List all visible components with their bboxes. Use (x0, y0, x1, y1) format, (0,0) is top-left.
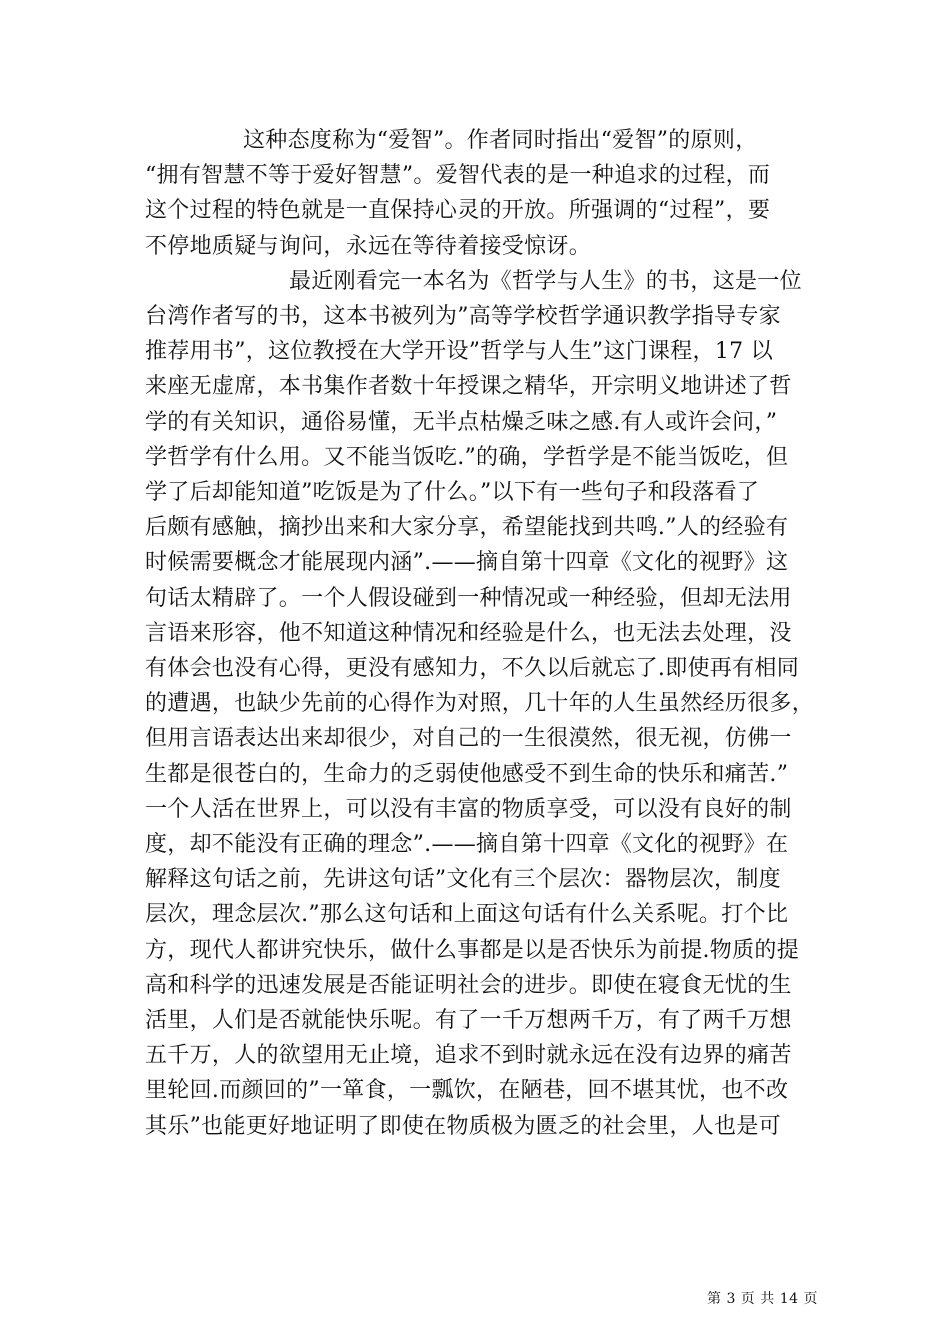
page-number: 第 3 页 共 14 页 (707, 1291, 818, 1307)
body-text (145, 123, 825, 1144)
paragraph-2-line: 后颇有感触，摘抄出来和大家分享，希望能找到共鸣.”人的经验有 (145, 515, 789, 541)
paragraph-2-line: 学哲学有什么用。又不能当饭吃.”的确，学哲学是不能当饭吃，但 (145, 444, 789, 470)
paragraph-2-line: 学的有关知识，通俗易懂，无半点枯燥乏味之感.有人或许会问，” (145, 409, 778, 435)
paragraph-2-line: 里轮回.而颜回的”一箪食，一瓢饮，在陋巷，回不堪其忧，也不改 (145, 1078, 789, 1104)
paragraph-2-line: 层次，理念层次.”那么这句话和上面这句话有什么关系呢。打个比 (145, 902, 789, 928)
paragraph-2-line: 生都是很苍白的，生命力的乏弱使他感受不到生命的快乐和痛苦.” (145, 761, 789, 787)
paragraph-1-line: 不停地质疑与询问，永远在等待着接受惊讶。 (145, 233, 592, 259)
paragraph-2-line: 五千万，人的欲望用无止境，追求不到时就永远在没有边界的痛苦 (145, 1043, 792, 1069)
paragraph-2-line: 活里，人们是否就能快乐呢。有了一千万想两千万，有了两千万想 (145, 1008, 792, 1034)
paragraph-1-line: 这个过程的特色就是一直保持心灵的开放。所强调的“过程”，要 (145, 198, 771, 224)
paragraph-2-line: 句话太精辟了。一个人假设碰到一种情况或一种经验，但却无法用 (145, 585, 792, 611)
paragraph-2-line: 时候需要概念才能展现内涵”.——摘自第十四章《文化的视野》这 (145, 550, 789, 576)
paragraph-2-line: 高和科学的迅速发展是否能证明社会的进步。即使在寝食无忧的生 (145, 972, 792, 998)
paragraph-2-line: 学了后却能知道”吃饭是为了什么。”以下有一些句子和段落看了 (145, 480, 760, 506)
paragraph-2-line: 最近刚看完一本名为《哲学与人生》的书，这是一位 (289, 268, 802, 294)
paragraph-2-line: 台湾作者写的书，这本书被列为”高等学校哲学通识教学指导专家 (145, 304, 781, 330)
paragraph-2-line: 度，却不能没有正确的理念”.——摘自第十四章《文化的视野》在 (145, 832, 789, 858)
paragraph-1-line: 这种态度称为“爱智”。作者同时指出“爱智”的原则， (243, 128, 758, 153)
paragraph-2-line: 的遭遇，也缺少先前的心得作为对照，几十年的人生虽然经历很多， (145, 691, 815, 717)
paragraph-2-line: 推荐用书”，这位教授在大学开设”哲学与人生”这门课程，17 以 (145, 339, 774, 365)
paragraph-2-line: 方，现代人都讲究快乐，做什么事都是以是否快乐为前提.物质的提 (145, 937, 799, 963)
paragraph-2-line: 但用言语表达出来却很少，对自己的一生很漠然，很无视，仿佛一 (145, 726, 792, 752)
paragraph-2-line: 其乐”也能更好地证明了即使在物质极为匮乏的社会里，人也是可 (145, 1113, 781, 1139)
paragraph-2-line: 来座无虚席，本书集作者数十年授课之精华，开宗明义地讲述了哲 (145, 374, 792, 400)
paragraph-2-line: 言语来形容，他不知道这种情况和经验是什么，也无法去处理，没 (145, 620, 792, 646)
paragraph-2-line: 解释这句话之前，先讲这句话”文化有三个层次：器物层次，制度 (145, 867, 781, 893)
paragraph-1-line: “拥有智慧不等于爱好智慧”。爱智代表的是一种追求的过程，而 (145, 163, 771, 189)
paragraph-2-line: 一个人活在世界上，可以没有丰富的物质享受，可以没有良好的制 (145, 796, 792, 822)
paragraph-2-line: 有体会也没有心得，更没有感知力，不久以后就忘了.即使再有相同 (145, 656, 799, 682)
